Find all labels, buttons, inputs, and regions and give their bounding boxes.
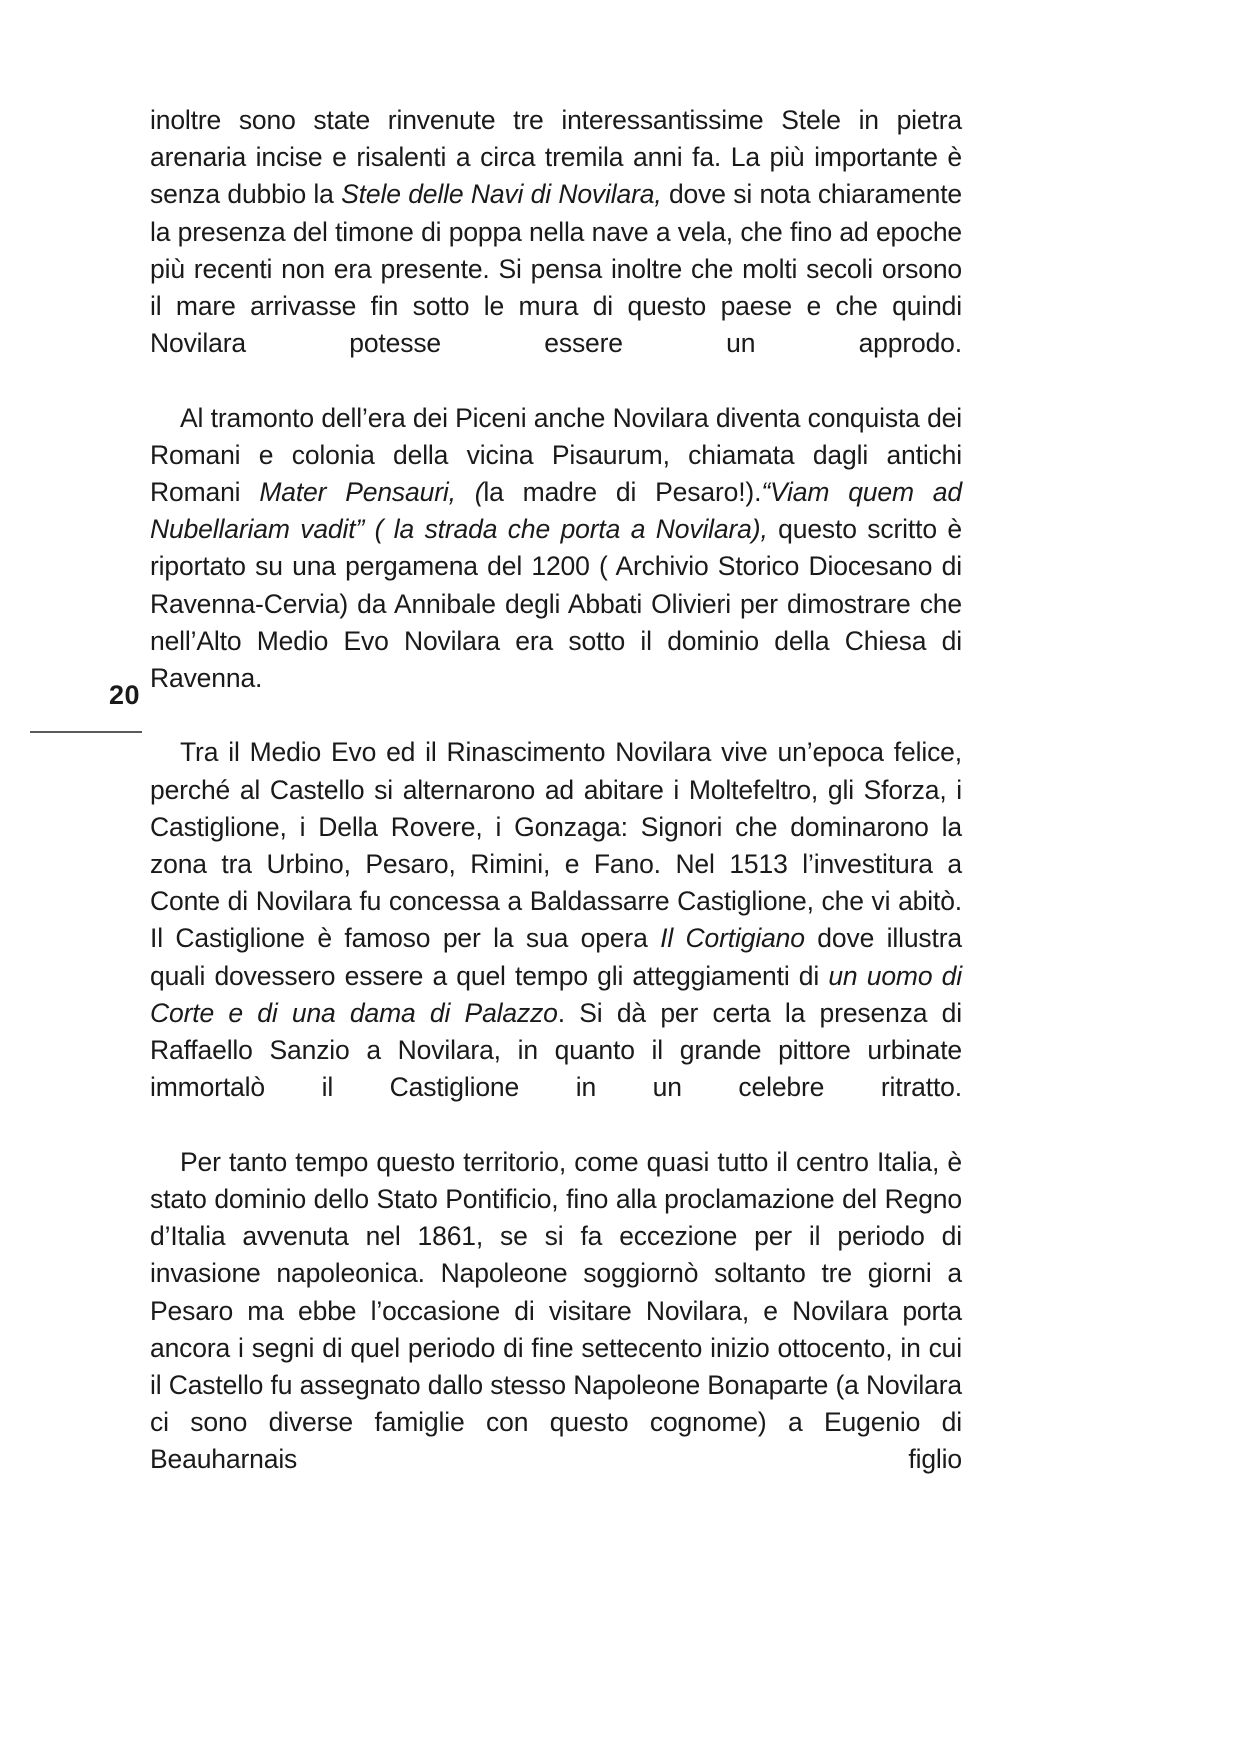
folio-block [30,682,142,733]
text-run: Al tramonto dell’era dei Piceni anche Novilara diventa conquista dei Romani e colonia della vicina Pisaurum, chiamata dagli antichi Romani [150,402,962,508]
italic-run: Mater Pensauri, ( [259,477,484,508]
text-run: dove illustra quali dovessero essere a quel tempo gli atteggiamenti di [150,923,963,991]
text-run: Tra il Medio Evo ed il Rinascimento Novilara vive un’epoca felice, perché al Castello si alternarono ad abitare i Moltefeltro, gli Sforza, i Castiglione, i Della Rovere, i Gonzaga: Signori che dominarono la zona tra Urbino, Pesaro, Rimini, e Fano. Nel 1513 l’investitura a Conte di Novilara fu concessa a Baldassarre Castiglione, che vi abitò. Il Castiglione è famoso per la sua opera [150,737,962,954]
folio-rule [30,731,142,733]
text-column [150,102,962,1516]
text-run: inoltre sono state rinvenute tre interessantissime Stele in pietra arenaria incise e risalenti a circa tremila anni fa. La più importante è senza dubbio la [150,105,962,210]
italic-run: “Viam quem ad Nubellariam vadit” ( la strada che porta a Novilara), [150,477,962,545]
text-run: dove si nota chiaramente la presenza del timone di poppa nella nave a vela, che fino ad epoche più recenti non era presente. Si pensa inoltre che molti secoli orsono il mare arrivasse fin sotto le mura di questo paese e che quindi Novilara potesse essere un approdo. [150,179,963,359]
text-run: questo scritto è riportato su una pergamena del 1200 ( Archivio Storico Diocesano di Ravenna-Cervia) da Annibale degli Abbati Olivieri per dimostrare che nell’Alto Medio Evo Novilara era sotto il dominio della Chiesa di Ravenna. [150,514,962,694]
para-medioevo-rinascimento [150,734,962,1143]
page-number: 20 [108,680,140,710]
italic-run: un uomo di Corte e di una dama di Palazzo [150,960,962,1028]
italic-run: Stele delle Navi di Novilara, [341,179,662,210]
text-run: . Si dà per certa la presenza di Raffaello Sanzio a Novilara, in quanto il grande pittore urbinate immortalò il Castiglione in un celebre ritratto. [150,997,962,1103]
para-piceni-romani [150,400,962,735]
para-stele [150,102,962,400]
text-run: la madre di Pesaro!). [483,477,762,508]
para-stato-pontificio [150,1144,962,1516]
text-run: Per tanto tempo questo territorio, come quasi tutto il centro Italia, è stato dominio dello Stato Pontificio, fino alla proclamazione del Regno d’Italia avvenuta nel 1861, se si fa eccezione per il periodo di invasione napoleonica. Napoleone soggiornò soltanto tre giorni a Pesaro ma ebbe l’occasione di visitare Novilara, e Novilara porta ancora i segni di quel periodo di fine settecento inizio ottocento, in cui il Castello fu assegnato dallo stesso Napoleone Bonaparte (a Novilara ci sono diverse famiglie con questo cognome) a Eugenio di Beauharnais figlio [150,1146,962,1475]
italic-run: Il Cortigiano [660,923,805,954]
